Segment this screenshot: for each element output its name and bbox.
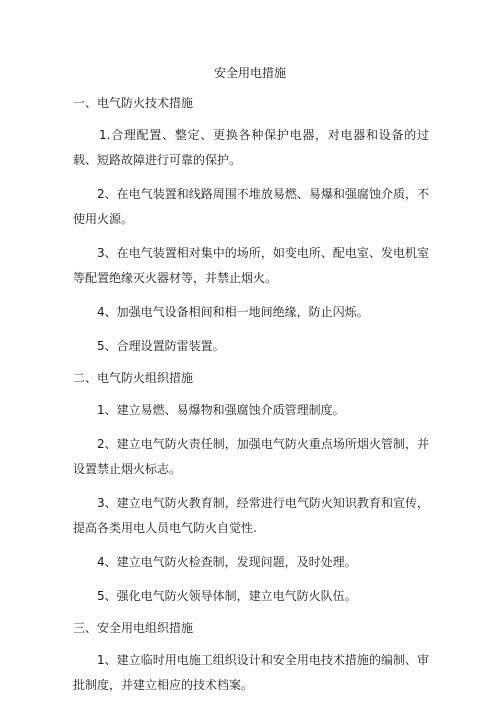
paragraph: 1、建立临时用电施工组织设计和安全用电技术措施的编制、审批制度，并建立相应的技术档案。 xyxy=(73,653,429,692)
document-body xyxy=(73,93,429,707)
section-safe-org xyxy=(73,618,429,698)
document-title: 安全用电措施 xyxy=(213,66,286,80)
paragraph: 4、加强电气设备相间和相一地间绝缘，防止闪烁。 xyxy=(97,305,369,319)
section-heading: 二、电气防火组织措施 xyxy=(73,371,194,385)
section-heading: 一、电气防火技术措施 xyxy=(73,96,194,110)
paragraph: 3、在电气装置相对集中的场所，如变电所、配电室、发电机室等配置绝缘灭火器材等，并禁止烟火。 xyxy=(73,246,429,285)
paragraph: 3、建立电气防火教育制，经常进行电气防火知识教育和宣传，提高各类用电人员电气防火自觉性. xyxy=(73,496,429,535)
paragraph: 1.合理配置、整定、更换各种保护电器，对电器和设备的过载、短路故障进行可靠的保护。 xyxy=(73,128,429,167)
section-fire-org xyxy=(73,368,429,609)
paragraph: 2、在电气装置和线路周围不堆放易燃、易爆和强腐蚀介质，不使用火源。 xyxy=(73,187,429,226)
paragraph: 5、强化电气防火领导体制，建立电气防火队伍。 xyxy=(97,589,357,603)
paragraph: 4、建立电气防火检查制，发现问题，及时处理。 xyxy=(97,555,357,569)
paragraph: 2、建立电气防火责任制，加强电气防火重点场所烟火管制，并设置禁止烟火标志。 xyxy=(73,437,429,476)
paragraph: 5、合理设置防雷装置。 xyxy=(97,339,225,353)
section-heading: 三、安全用电组织措施 xyxy=(73,621,194,635)
section-fire-tech xyxy=(73,93,429,359)
paragraph: 1、建立易燃、易爆物和强腐蚀介质管理制度。 xyxy=(97,403,345,417)
